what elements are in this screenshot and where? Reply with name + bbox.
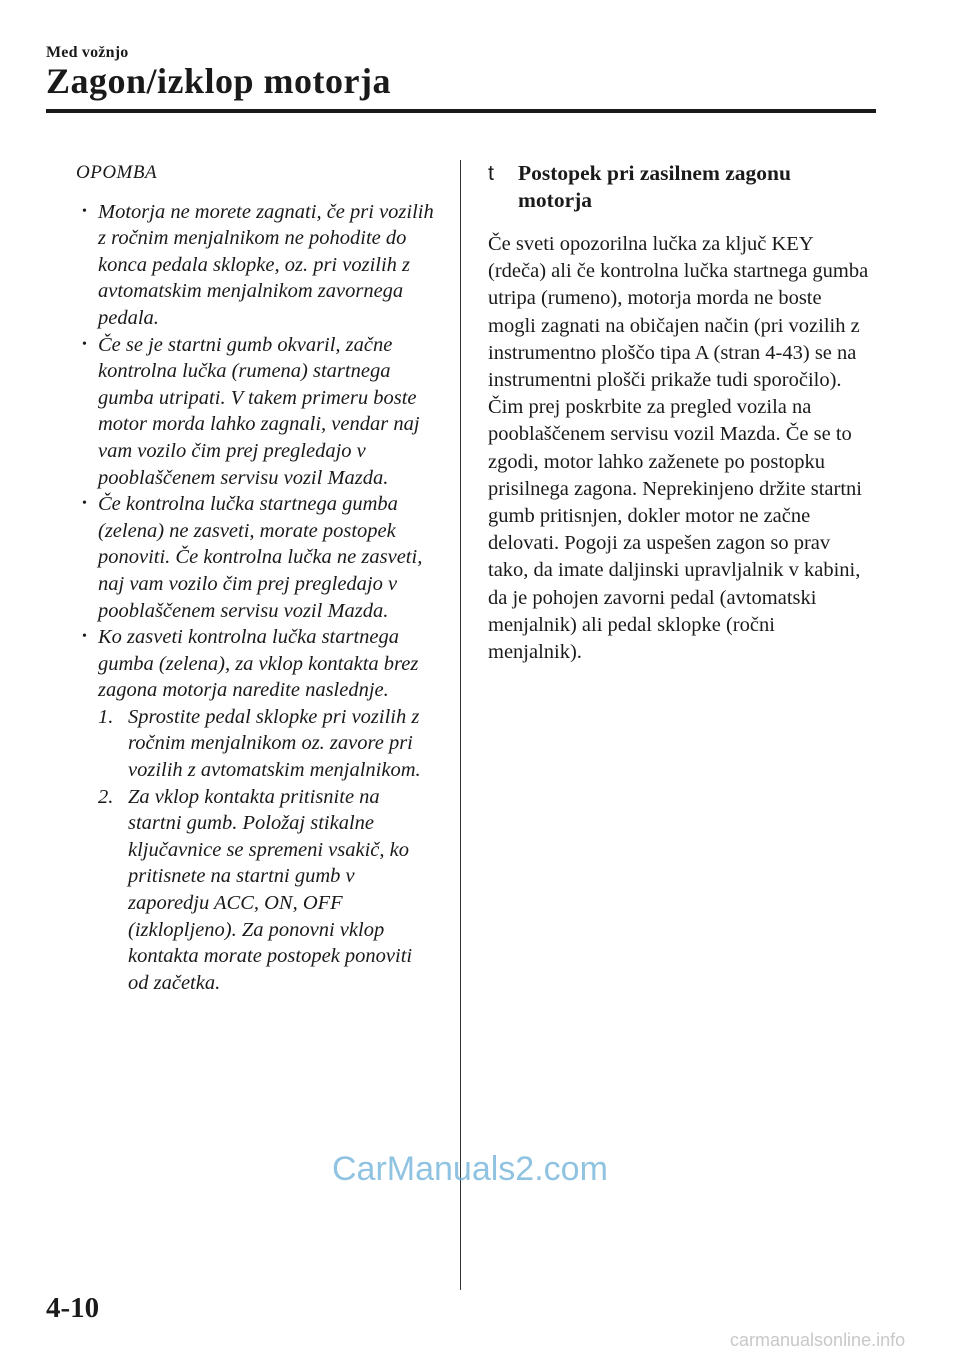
emergency-start-heading xyxy=(488,160,868,213)
note-bullet-4: • Ko zasveti kontrolna lučka startnega gumba (zelena), za vklop kontakta brez zagona motorja naredite naslednje. xyxy=(76,624,436,704)
step-text: Sprostite pedal sklopke pri vozilih z ročnim menjalnikom oz. zavore pri vozilih z avtomatskim menjalnikom. xyxy=(128,705,421,782)
footer-site-watermark: carmanualsonline.info xyxy=(730,1330,906,1350)
note-step-2 xyxy=(76,784,436,997)
note-box xyxy=(76,160,436,996)
note-step-1 xyxy=(76,704,436,784)
note-bullet-3: • Če kontrolna lučka startnega gumba (zelena) ne zasveti, morate postopek ponoviti. Če kontrolna lučka ne zasveti, naj vam vozilo čim prej pregledajo v pooblaščenem servisu vozil Mazda. xyxy=(76,491,436,624)
note-bullet-1: • Motorja ne morete zagnati, če pri vozilih z ročnim menjalnikom ne pohodite do konca pedala sklopke, oz. pri vozilih z avtomatskim menjalnikom zavornega pedala. xyxy=(76,199,436,332)
page-number: 4-10 xyxy=(46,1292,100,1324)
note-bullet-2: • Če se je startni gumb okvaril, začne kontrolna lučka (rumena) startnega gumba utripati. V takem primeru boste motor morda lahko zagnali, vendar naj vam vozilo čim prej pregledajo v pooblaščenem servisu vozil Mazda. xyxy=(76,332,436,492)
note-heading: OPOMBA xyxy=(76,162,158,183)
emergency-start-body: Če sveti opozorilna lučka za ključ KEY (rdeča) ali če kontrolna lučka startnega gumba utripa (rumeno), motorja morda ne boste mogli zagnati na običajen način (pri vozilih z instrumentno ploščo tipa A (stran 4-43) se na instrumentni plošči prikaže tudi sporočilo). Čim prej poskrbite za pregled vozila na pooblaščenem servisu vozil Mazda. Če se to zgodi, motor lahko zaženete po postopku prisilnega zagona. Neprekinjeno držite startni gumb pritisnjen, dokler motor ne začne delovati. Pogoji za uspešen zagon so prav tako, da imate daljinski upravljalnik v kabini, da je pohojen zavorni pedal (avtomatski menjalnik) ali pedal sklopke (ročni menjalnik). xyxy=(488,233,869,664)
column-divider xyxy=(460,160,461,1290)
section-label: Med vožnjo xyxy=(46,44,129,61)
title-divider xyxy=(46,109,876,113)
subsection-title: Postopek pri zasilnem zagonu motorja xyxy=(518,161,791,212)
section-marker-icon: t xyxy=(488,161,494,185)
step-text: Za vklop kontakta pritisnite na startni gumb. Položaj stikalne ključavnice se spremeni vsakič, ko pritisnete na startni gumb v zaporedju ACC, ON, OFF (izklopljeno). Za ponovni vklop kontakta morate postopek ponoviti od začetka. xyxy=(128,785,413,994)
step-number: 2. xyxy=(98,785,114,808)
step-number: 1. xyxy=(98,705,114,728)
watermark: CarManuals2.com xyxy=(332,1150,608,1188)
page-title: Zagon/izklop motorja xyxy=(46,61,392,101)
